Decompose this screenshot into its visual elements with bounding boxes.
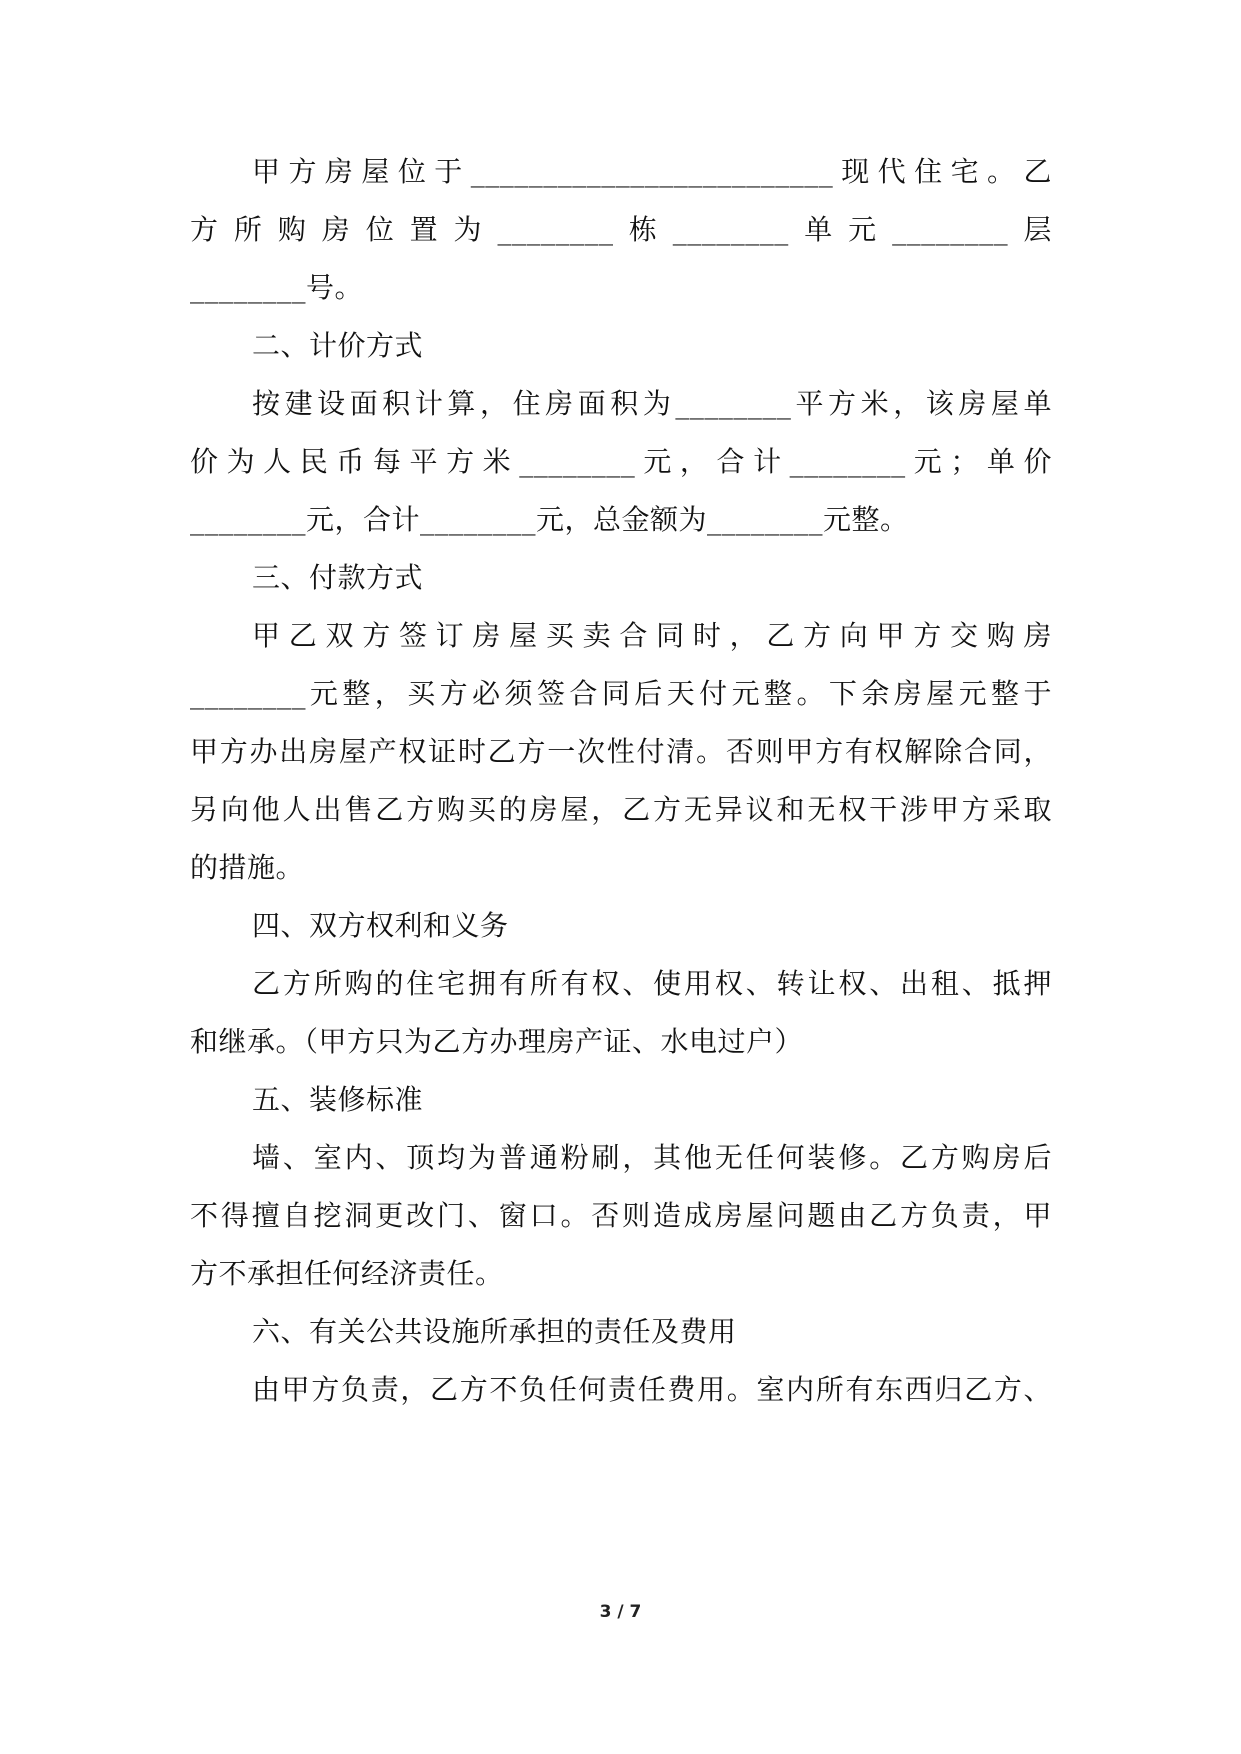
- section-heading: 四、双方权利和义务: [252, 909, 509, 942]
- text-line: ________元，合计________元，总金额为________元整。: [190, 503, 909, 536]
- text-line: ________号。: [190, 271, 364, 304]
- text-line: 甲乙双方签订房屋买卖合同时，乙方向甲方交购房: [252, 619, 1052, 652]
- section-heading: 六、有关公共设施所承担的责任及费用: [252, 1315, 737, 1348]
- text-line: 甲方办出房屋产权证时乙方一次性付清。否则甲方有权解除合同，: [190, 735, 1052, 768]
- text-line: 和继承。（甲方只为乙方办理房产证、水电过户）: [190, 1025, 804, 1058]
- section-heading: 五、装修标准: [252, 1083, 424, 1116]
- text-line: 按建设面积计算，住房面积为________平方米，该房屋单: [252, 387, 1052, 420]
- text-line: 不得擅自挖洞更改门、窗口。否则造成房屋问题由乙方负责，甲: [190, 1199, 1052, 1232]
- text-line: 方不承担任何经济责任。: [190, 1257, 504, 1290]
- text-line: 乙方所购的住宅拥有所有权、使用权、转让权、出租、抵押: [252, 967, 1052, 1000]
- section-heading: 二、计价方式: [252, 329, 424, 362]
- text-line: 价为人民币每平方米________元，合计________元；单价: [190, 445, 1052, 478]
- text-line: 由甲方负责，乙方不负任何责任费用。室内所有东西归乙方、: [252, 1373, 1052, 1406]
- text-line: ________元整，买方必须签合同后天付元整。下余房屋元整于: [190, 677, 1052, 710]
- text-line: 墙、室内、顶均为普通粉刷，其他无任何装修。乙方购房后: [252, 1141, 1052, 1174]
- text-line: 甲方房屋位于_________________________现代住宅。乙: [252, 155, 1052, 188]
- text-line: 的措施。: [190, 851, 305, 884]
- text-line: 方所购房位置为________栋________单元________层: [190, 213, 1052, 246]
- text-line: 另向他人出售乙方购买的房屋，乙方无异议和无权干涉甲方采取: [190, 793, 1052, 826]
- section-heading: 三、付款方式: [252, 561, 424, 594]
- page-number: 3 / 7: [599, 1602, 642, 1622]
